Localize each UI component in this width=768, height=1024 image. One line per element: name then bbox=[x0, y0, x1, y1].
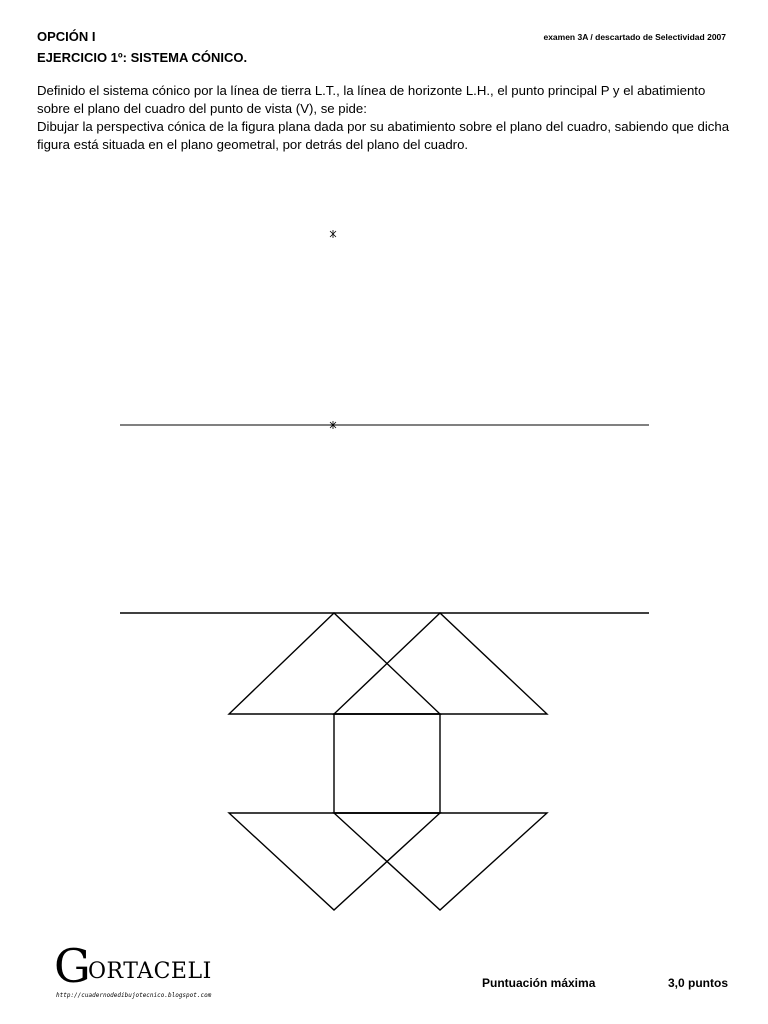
figure-left-upper-triangle bbox=[229, 613, 440, 714]
plane-figure bbox=[229, 613, 547, 910]
figure-right-upper-triangle bbox=[334, 613, 547, 714]
figure-right-lower-triangle bbox=[334, 813, 547, 910]
figure-central-hexagon bbox=[334, 714, 440, 813]
gortaceli-logo bbox=[54, 939, 224, 1005]
statement-paragraph-2: Dibujar la perspectiva cónica de la figura plana dada por su abatimiento sobre el plano del cuadro, sabiendo que dicha figura está situada en el plano geometral, por detrás del plano del cuadro. bbox=[37, 119, 730, 152]
exercise-title: EJERCICIO 1º: SISTEMA CÓNICO. bbox=[37, 50, 248, 65]
score-label: Puntuación máxima bbox=[482, 976, 596, 990]
statement-paragraph-1: Definido el sistema cónico por la línea de tierra L.T., la línea de horizonte L.H., el punto principal P y el abatimiento sobre el plano del cuadro del punto de vista (V), se pide: bbox=[37, 83, 706, 116]
logo-initial: G bbox=[54, 939, 91, 993]
logo-text: ORTACELI bbox=[88, 959, 212, 984]
option-title: OPCIÓN I bbox=[37, 29, 96, 44]
figure-left-lower-triangle bbox=[229, 813, 440, 910]
logo-url: http://cuadernodedibujotecnico.blogspot.com bbox=[56, 992, 212, 999]
score-value: 3,0 puntos bbox=[668, 976, 729, 990]
exam-note: examen 3A / descartado de Selectividad 2007 bbox=[543, 32, 726, 42]
viewpoint-marker bbox=[330, 230, 336, 238]
